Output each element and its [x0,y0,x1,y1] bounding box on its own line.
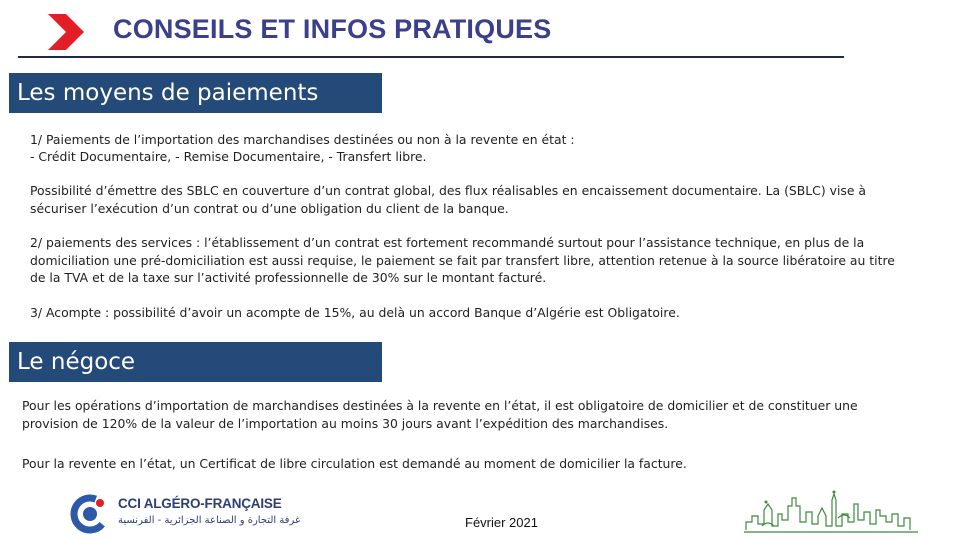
section-heading-payments: Les moyens de paiements [9,73,382,113]
section-heading-trading: Le négoce [9,342,382,382]
page-title: CONSEILS ET INFOS PRATIQUES [113,14,552,44]
city-skyline-icon [742,486,922,536]
payments-para-services: 2/ paiements des services : l’établissement d’un contrat est fortement recommandé surtout pour l’assistance technique, en plus de la domiciliation une pré-domiciliation est aussi requise, le paiement se fait par transfert libre, attention retenue à la source libératoire au titre de la TVA et de la taxe sur l’activité professionnelle de 30% sur le montant facturé. [30,235,895,285]
footer-date: Février 2021 [465,515,538,530]
payments-para-deposit: 3/ Acompte : possibilité d’avoir un acompte de 15%, au delà un accord Banque d’Algérie est Obligatoire. [30,305,680,320]
cci-logo-icon [70,494,110,534]
payments-para-sblc: Possibilité d’émettre des SBLC en couverture d’un contrat global, des flux réalisables en encaissement documentaire. La (SBLC) vise à sécuriser l’exécution d’un contrat ou d’une obligation du client de la banque. [30,183,866,216]
title-divider [18,56,844,58]
brand-arabic-name: غرفة التجارة و الصناعة الجزائرية - الفرنسية [118,515,301,526]
payments-para-2: - Crédit Documentaire, - Remise Documentaire, - Transfert libre. [30,149,427,164]
trading-para-import: Pour les opérations d’importation de marchandises destinées à la revente en l’état, il est obligatoire de domicilier et de constituer une provision de 120% de la valeur de l’importation au moins 30 jours avant l’expédition des marchandises. [22,398,858,431]
chevron-logo-icon [46,14,86,50]
brand-name: CCI ALGÉRO-FRANÇAISE [118,496,282,511]
trading-para-certificate: Pour la revente en l’état, un Certificat de libre circulation est demandé au moment de domicilier la facture. [22,456,687,471]
payments-para-1: 1/ Paiements de l’importation des marchandises destinées ou non à la revente en état : [30,132,575,147]
